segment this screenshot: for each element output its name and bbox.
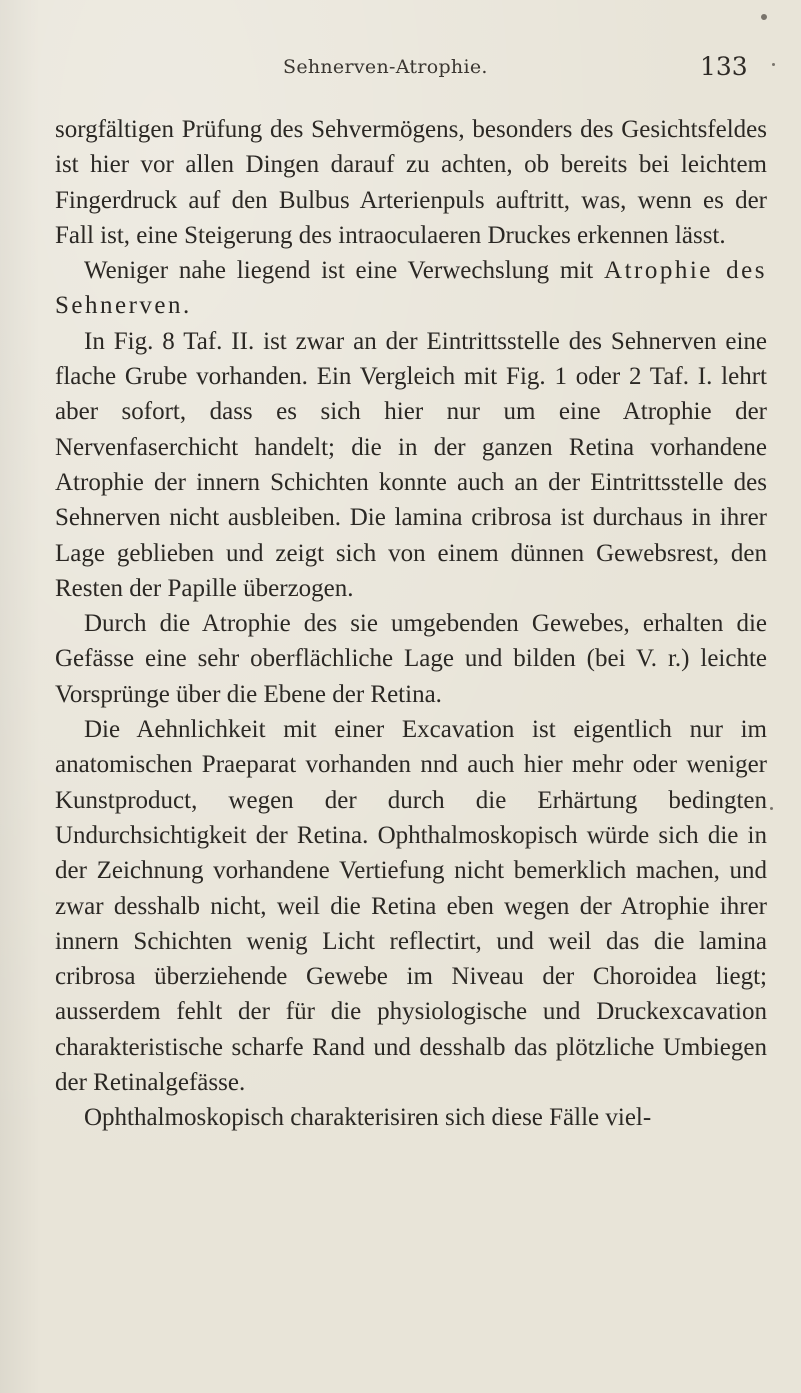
paragraph-6: Ophthalmoskopisch charakterisiren sich diese Fälle viel- [84, 1104, 652, 1132]
spaced-emphasis: Atrophie des Sehnerven [55, 257, 767, 320]
paragraph-2-text: Weniger nahe liegend ist eine Verwechslung mit [84, 257, 605, 285]
page-header [0, 52, 801, 88]
running-head: Sehnerven-Atrophie. [283, 56, 488, 78]
ink-speck [761, 14, 767, 20]
paragraph-1: sorgfältigen Prüfung des Sehvermögens, besonders des Gesichtsfeldes ist hier vor allen Dingen darauf zu achten, ob bereits bei leichtem Fingerdruck auf den Bulbus Arterienpuls auftritt, was, wenn es der Fall ist, eine Steigerung des intraoculaeren Druckes erkennen lässt. [55, 116, 767, 249]
page-number: 133 [700, 52, 748, 81]
body-text [55, 112, 767, 1136]
ink-speck [770, 807, 773, 810]
paragraph-4: Durch die Atrophie des sie umgebenden Gewebes, erhalten die Gefässe eine sehr oberflächliche Lage und bilden (bei V. r.) leichte Vorsprünge über die Ebene der Retina. [55, 610, 767, 708]
paragraph-5: Die Aehnlichkeit mit einer Excavation ist eigentlich nur im anatomischen Praeparat vorhanden nnd auch hier mehr oder weniger Kunstproduct, wegen der durch die Erhärtung bedingten Undurchsichtigkeit der Retina. Ophthalmoskopisch würde sich die in der Zeichnung vorhandene Vertiefung nicht bemerklich machen, und zwar desshalb nicht, weil die Retina eben wegen der Atrophie ihrer innern Schichten wenig Licht reflectirt, und weil das die lamina cribrosa überziehende Gewebe im Niveau der Choroidea liegt; ausserdem fehlt der für die physiologische und Druckexcavation charakteristische scharfe Rand und desshalb das plötzliche Umbiegen der Retinalgefässe. [55, 716, 767, 1097]
paragraph-3: In Fig. 8 Taf. II. ist zwar an der Eintrittsstelle des Sehnerven eine flache Grube vorhanden. Ein Vergleich mit Fig. 1 oder 2 Taf. I. lehrt aber sofort, dass es sich hier nur um eine Atrophie der Nervenfaserchicht handelt; die in der ganzen Retina vorhandene Atrophie der innern Schichten konnte auch an der Eintrittsstelle des Sehnerven nicht ausbleiben. Die lamina cribrosa ist durchaus in ihrer Lage geblieben und zeigt sich von einem dünnen Gewebsrest, den Resten der Papille überzogen. [55, 327, 767, 602]
paragraph-2 [55, 253, 767, 324]
paragraph-2-end: . [183, 292, 190, 320]
